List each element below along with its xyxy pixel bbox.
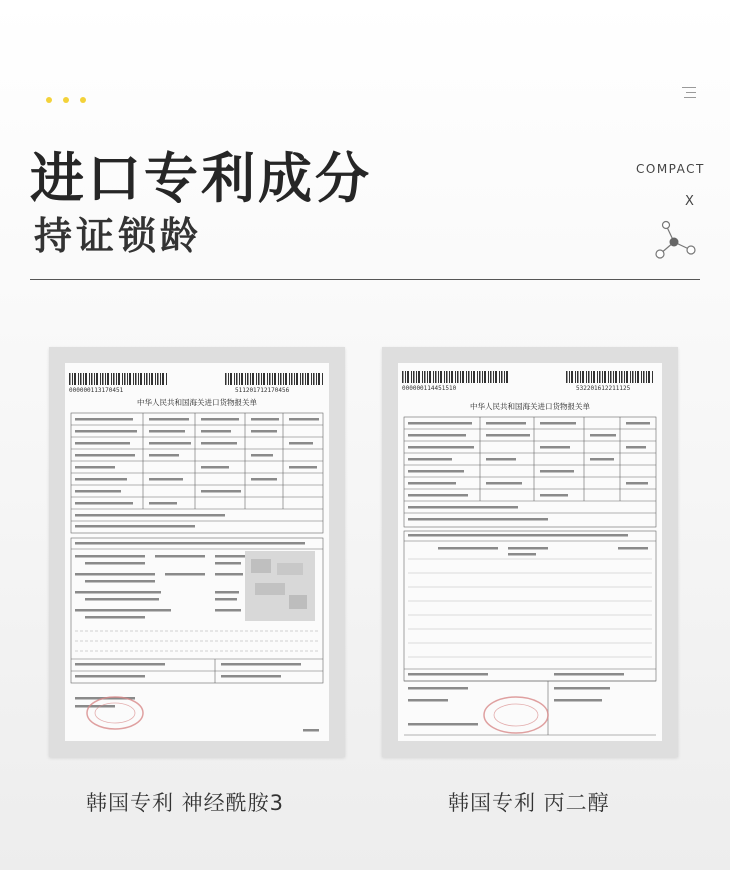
customs-declaration-image [65, 363, 329, 741]
barcode-number-right: 511201712170456 [235, 387, 290, 394]
document-heading: 中华人民共和国海关进口货物报关单 [137, 398, 257, 407]
barcode-icon [402, 371, 653, 383]
brand-word: COMPACT [636, 162, 705, 176]
document-caption-propanediol: 韩国专利 丙二醇 [448, 791, 610, 815]
document-caption-ceramide: 韩国专利 神经酰胺3 [86, 791, 285, 815]
molecule-icon [652, 218, 700, 264]
document-heading: 中华人民共和国海关进口货物报关单 [470, 402, 590, 411]
document-card-propanediol [382, 347, 678, 757]
barcode-number: 000000114451510 [402, 385, 457, 392]
dot [63, 97, 69, 103]
dot [80, 97, 86, 103]
brand-mark: X [685, 194, 694, 209]
page-subtitle: 持证锁龄 [34, 214, 203, 258]
header-divider [30, 279, 700, 280]
menu-lines-icon [682, 87, 696, 102]
decorative-dots-icon [46, 97, 86, 103]
dot [46, 97, 52, 103]
customs-declaration-image [398, 363, 662, 741]
page-title: 进口专利成分 [30, 147, 372, 210]
barcode-number: 000000113170451 [69, 387, 124, 394]
barcode-icon [69, 373, 323, 385]
document-card-ceramide [49, 347, 345, 757]
barcode-number-right: 532201612211125 [576, 385, 631, 392]
